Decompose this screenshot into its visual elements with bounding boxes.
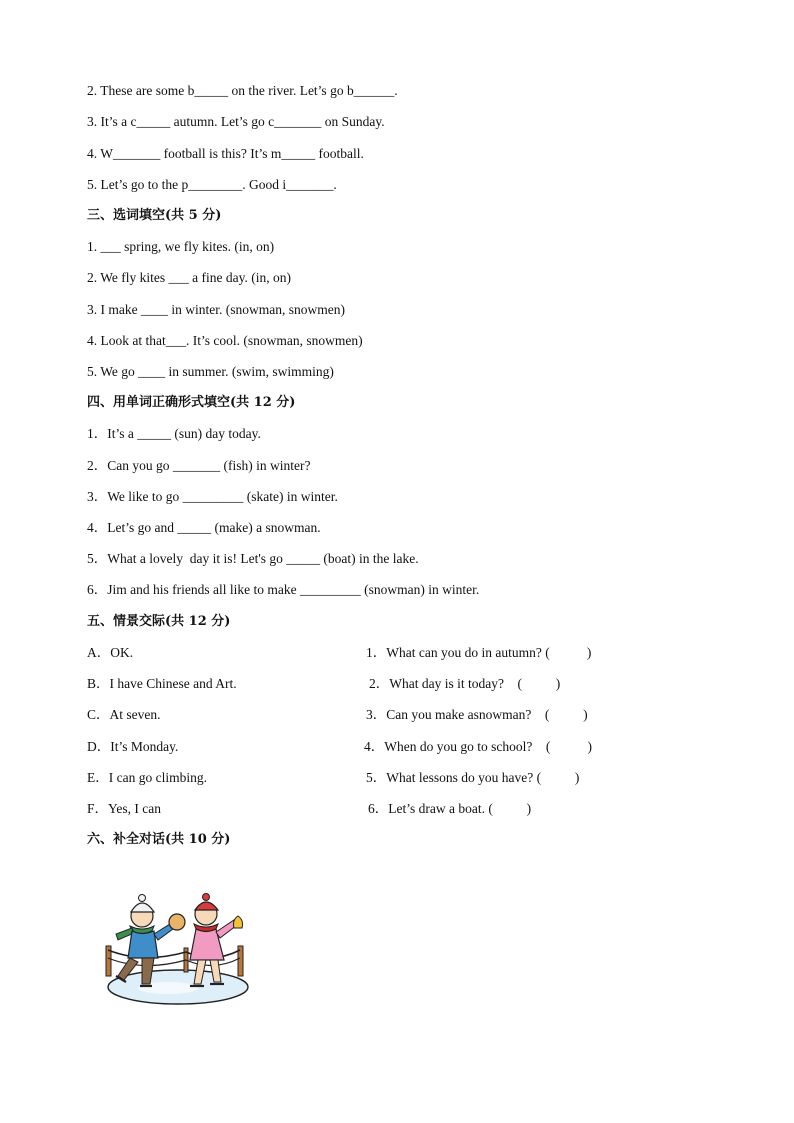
question-line: 4．When do you go to school? ( ) [364,739,592,754]
section-heading: 五、情景交际(共 12 分) [87,614,231,629]
exercise-line: 5. We go ____ in summer. (swim, swimming) [87,364,334,379]
question-line: 5．What lessons do you have? ( ) [366,770,580,785]
exercise-line: 6．Jim and his friends all like to make _________ (snowman) in winter. [87,582,480,597]
children-skating-illustration [98,884,258,1014]
answer-option: B．I have Chinese and Art. [87,676,237,691]
question-line: 6．Let’s draw a boat. ( ) [368,801,532,816]
section-heading: 四、用单词正确形式填空(共 12 分) [87,395,296,410]
section-heading: 六、补全对话(共 10 分) [87,832,231,847]
answer-option: C．At seven. [87,707,161,722]
section-heading: 三、选词填空(共 5 分) [87,208,222,223]
exercise-line: 4. Look at that___. It’s cool. (snowman, snowmen) [87,333,363,348]
answer-option: E．I can go climbing. [87,770,207,785]
answer-option: F．Yes, I can [87,801,162,816]
exercise-line: 3. I make ____ in winter. (snowman, snowmen) [87,302,345,317]
exercise-line: 3. It’s a c_____ autumn. Let’s go c_______ on Sunday. [87,114,385,129]
answer-option: D．It’s Monday. [87,739,179,754]
question-line: 1．What can you do in autumn? ( ) [366,645,592,660]
exercise-line: 1．It’s a _____ (sun) day today. [87,426,261,441]
question-line: 3．Can you make asnowman? ( ) [366,707,588,722]
exercise-line: 3．We like to go _________ (skate) in winter. [87,489,338,504]
exercise-line: 4. W_______ football is this? It’s m_____ football. [87,146,364,161]
question-line: 2．What day is it today? ( ) [369,676,561,691]
exercise-line: 1. ___ spring, we fly kites. (in, on) [87,239,275,254]
exercise-line: 5. Let’s go to the p________. Good i_______. [87,177,337,192]
exercise-line: 5．What a lovely day it is! Let's go _____ (boat) in the lake. [87,551,419,566]
exercise-line: 2．Can you go _______ (fish) in winter? [87,458,311,473]
exercise-line: 4．Let’s go and _____ (make) a snowman. [87,520,321,535]
exercise-line: 2. These are some b_____ on the river. Let’s go b______. [87,83,398,98]
exercise-line: 2. We fly kites ___ a fine day. (in, on) [87,270,291,285]
answer-option: A．OK. [87,645,134,660]
